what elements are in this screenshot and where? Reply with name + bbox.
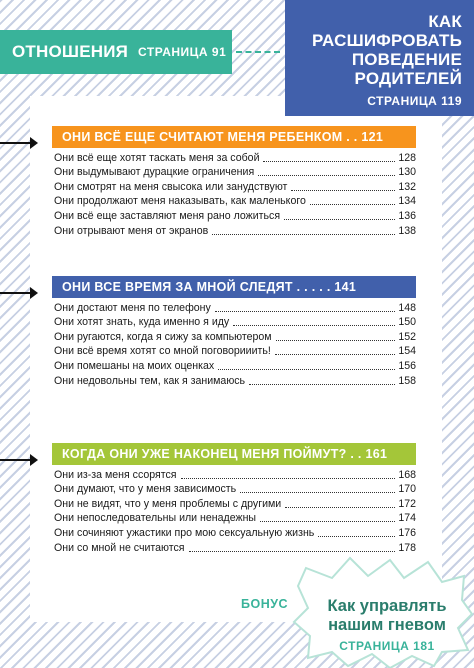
toc-entry: Они смотрят на меня свысока или занудствуют 132 (54, 180, 416, 193)
toc-entry: Они продолжают меня наказывать, как маленького 134 (54, 195, 416, 208)
toc-entry: Они помешаны на моих оценках 156 (54, 359, 416, 372)
toc-entry: Они отрывают меня от экранов 138 (54, 224, 416, 237)
arrow-icon (0, 142, 36, 144)
arrow-icon (0, 459, 36, 461)
toc-entry: Они достают меня по телефону 148 (54, 301, 416, 314)
bonus-label: БОНУС (241, 597, 289, 611)
toc-list (54, 467, 416, 555)
toc-entry: Они недовольны тем, как я занимаюсь 158 (54, 374, 416, 387)
chapter-banner (0, 30, 232, 74)
bonus-page: СТРАНИЦА 181 (339, 639, 435, 653)
toc-list (54, 150, 416, 238)
chapter-page: СТРАНИЦА 91 (138, 45, 227, 59)
toc-entry: Они всё время хотят со мной поговорииить! 154 (54, 345, 416, 358)
toc-entry: Они непоследовательны или ненадежны 174 (54, 512, 416, 525)
related-chapter-title: КАК РАСШИФРОВАТЬ ПОВЕДЕНИЕ РОДИТЕЛЕЙ (312, 12, 462, 88)
toc-entry: Они сочиняют ужастики про мою сексуальную жизнь 176 (54, 526, 416, 539)
related-chapter-box (285, 0, 474, 116)
section-header: КОГДА ОНИ УЖЕ НАКОНЕЦ МЕНЯ ПОЙМУТ? . . 161 (52, 443, 416, 465)
arrow-icon (0, 292, 36, 294)
toc-list (54, 300, 416, 388)
section-header: ОНИ ВСЕ ВРЕМЯ ЗА МНОЙ СЛЕДЯТ . . . . . 141 (52, 276, 416, 298)
dashed-connector (236, 51, 280, 53)
section-header: ОНИ ВСЁ ЕЩЕ СЧИТАЮТ МЕНЯ РЕБЕНКОМ . . 121 (52, 126, 416, 148)
toc-entry: Они со мной не считаются 178 (54, 541, 416, 554)
toc-entry: Они не видят, что у меня проблемы с другими 172 (54, 497, 416, 510)
toc-entry: Они выдумывают дурацкие ограничения 130 (54, 166, 416, 179)
bonus-title-block: Как управлять нашим гневом СТРАНИЦА 181 (306, 597, 468, 653)
toc-entry: Они хотят знать, куда именно я иду 150 (54, 316, 416, 329)
toc-entry: Они всё еще заставляют меня рано ложиться 136 (54, 209, 416, 222)
toc-entry: Они всё еще хотят таскать меня за собой 128 (54, 151, 416, 164)
toc-entry: Они из-за меня ссорятся 168 (54, 468, 416, 481)
toc-entry: Они думают, что у меня зависимость 170 (54, 483, 416, 496)
related-chapter-page: СТРАНИЦА 119 (367, 94, 462, 108)
chapter-title: ОТНОШЕНИЯ (12, 42, 129, 61)
toc-entry: Они ругаются, когда я сижу за компьютером 152 (54, 330, 416, 343)
